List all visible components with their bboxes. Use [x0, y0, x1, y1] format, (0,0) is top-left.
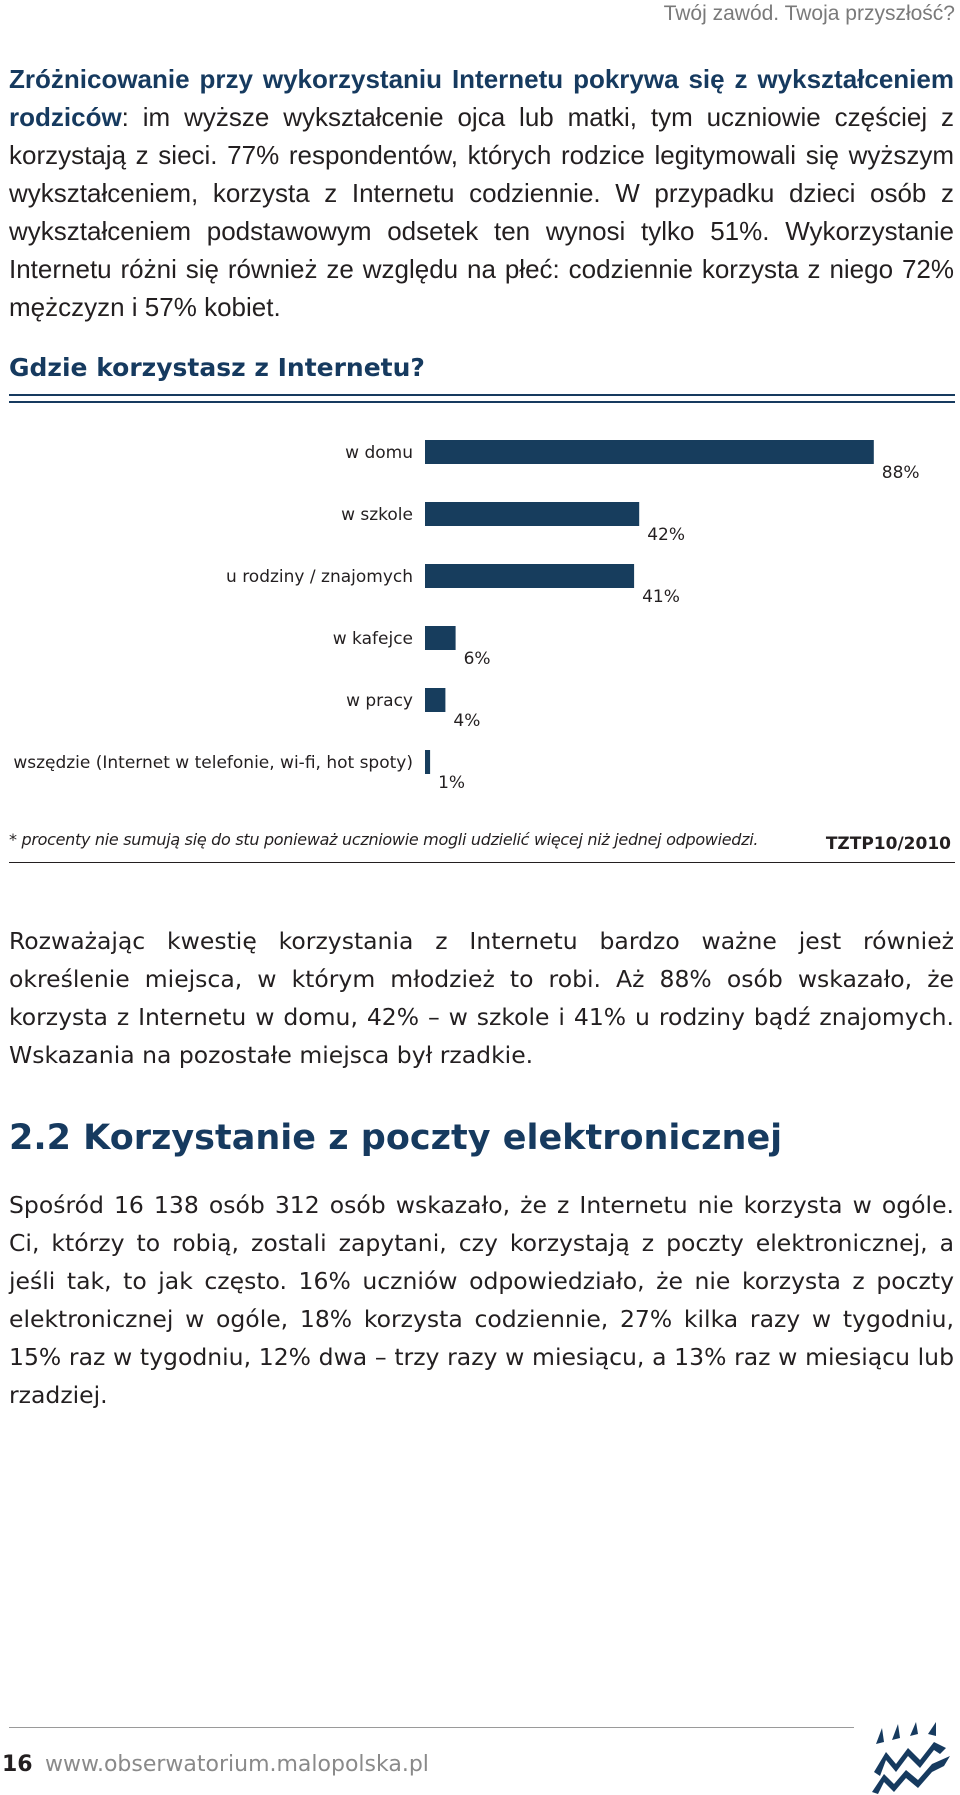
section-heading: 2.2 Korzystanie z poczty elektronicznej	[9, 1118, 783, 1158]
chart-title: Gdzie korzystasz z Internetu?	[9, 353, 425, 382]
page-number: 16	[2, 1752, 33, 1777]
category-label-1: w szkole	[341, 505, 413, 525]
bar-3	[425, 626, 456, 650]
footer-rule	[9, 1727, 854, 1728]
chart-source: TZTP10/2010	[825, 834, 951, 854]
chart-footnote: * procenty nie sumują się do stu ponieważ uczniowie mogli udzielić więcej niż jednej odpowiedzi.	[9, 830, 759, 849]
category-label-3: w kafejce	[332, 629, 413, 649]
category-label-0: w domu	[345, 443, 413, 463]
body-paragraph-email: Spośród 16 138 osób 312 osób wskazało, że z Internetu nie korzysta w ogóle. Ci, którzy to robią, zostali zapytani, czy korzystają z poczty elektronicznej, a jeśli tak, to jak często. 16% uczniów odpowiedziało, że nie korzysta z poczty elektronicznej w ogóle, 18% korzysta codziennie, 27% kilka razy w tygodniu, 15% raz w tygodniu, 12% dwa – trzy razy w miesiącu, a 13% raz w miesiącu lub rzadziej.	[9, 1191, 954, 1409]
body-paragraph-places: Rozważając kwestię korzystania z Internetu bardzo ważne jest również określenie miejsca, w którym młodzież to robi. Aż 88% osób wskazało, że korzysta z Internetu w domu, 42% – w szkole i 41% u rodziny bądź znajomych. Wskazania na pozostałe miejsca był rzadkie.	[9, 927, 954, 1069]
observatory-logo-icon	[870, 1722, 952, 1794]
value-label-0: 88%	[881, 463, 920, 483]
category-label-5: wszędzie (Internet w telefonie, wi-fi, hot spoty)	[13, 753, 413, 773]
header-tagline: Twój zawód. Twoja przyszłość?	[663, 2, 955, 25]
value-label-2: 41%	[642, 587, 680, 607]
intro-text: : im wyższe wykształcenie ojca lub matki, tym uczniowie częściej z korzystają z sieci. 77% respondentów, których rodzice legitymowali się wyższym wykształceniem, korzysta z Internetu codziennie. W przypadku dzieci osób z wykształceniem podstawowym odsetek ten wynosi tylko 51%. Wykorzystanie Internetu różni się również ze względu na płeć: codziennie korzysta z niego 72% mężczyzn i 57% kobiet.	[9, 102, 954, 322]
footnote-rule	[9, 862, 955, 863]
bar-0	[425, 440, 874, 464]
bar-2	[425, 564, 634, 588]
chart-title-rule	[9, 394, 955, 396]
intro-paragraph	[9, 60, 954, 326]
value-label-1: 42%	[647, 525, 685, 545]
chart-title-rule	[9, 401, 955, 403]
bar-1	[425, 502, 639, 526]
intro-lead: Zróżnicowanie przy wykorzystaniu Internetu pokrywa się z wykształceniem rodziców	[9, 64, 954, 132]
value-label-3: 6%	[463, 649, 491, 669]
category-label-2: u rodziny / znajomych	[226, 567, 413, 587]
bar-4	[425, 688, 445, 712]
category-label-4: w pracy	[346, 691, 413, 711]
value-label-5: 1%	[438, 773, 466, 793]
bar-5	[425, 750, 430, 774]
bar-chart	[0, 420, 960, 810]
footer-url[interactable]: www.obserwatorium.malopolska.pl	[45, 1752, 429, 1777]
value-label-4: 4%	[453, 711, 481, 731]
